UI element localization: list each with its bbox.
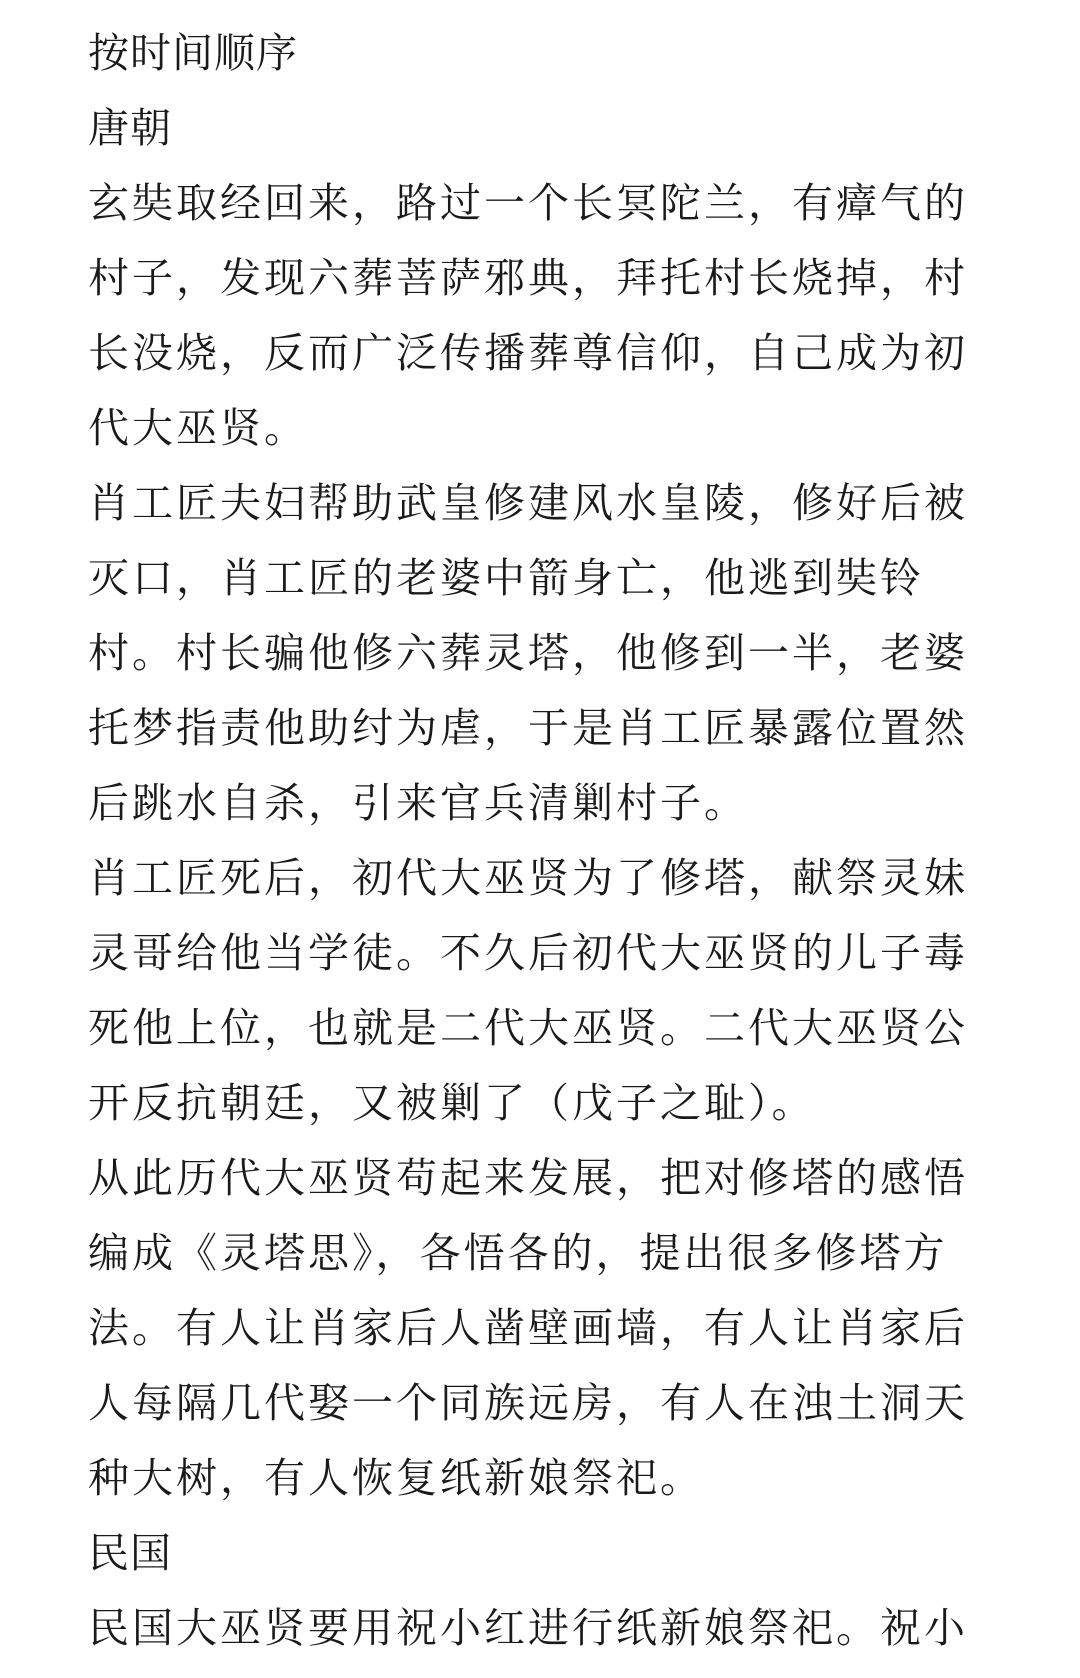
paragraph-line: 编成《灵塔思》，各悟各的，提出很多修塔方 <box>88 1229 948 1277</box>
paragraph-line: 开反抗朝廷，又被剿了（戊子之耻）。 <box>88 1079 816 1127</box>
sort-heading: 按时间顺序 <box>88 29 298 77</box>
paragraph-line: 灭口，肖工匠的老婆中箭身亡，他逃到奘铃 <box>88 554 924 602</box>
paragraph-line: 种大树，有人恢复纸新娘祭祀。 <box>88 1454 704 1502</box>
document-body <box>88 16 1008 1666</box>
paragraph-lingtasi <box>88 1141 1008 1516</box>
paragraph-line: 肖工匠死后，初代大巫贤为了修塔，献祭灵妹 <box>88 854 968 902</box>
paragraph-line: 代大巫贤。 <box>88 404 308 452</box>
paragraph-line: 长没烧，反而广泛传播葬尊信仰，自己成为初 <box>88 329 968 377</box>
paragraph-line: 死他上位，也就是二代大巫贤。二代大巫贤公 <box>88 1004 968 1052</box>
paragraph-line: 民国大巫贤要用祝小红进行纸新娘祭祀。祝小 <box>88 1604 968 1652</box>
paragraph-line: 托梦指责他助纣为虐，于是肖工匠暴露位置然 <box>88 704 968 752</box>
paragraph-line: 法。有人让肖家后人凿壁画墙，有人让肖家后 <box>88 1304 968 1352</box>
paragraph-line: 灵哥给他当学徒。不久后初代大巫贤的儿子毒 <box>88 929 968 977</box>
paragraph-xuanzang <box>88 166 1008 466</box>
paragraph-line: 村。村长骗他修六葬灵塔，他修到一半，老婆 <box>88 629 968 677</box>
paragraph-line: 后跳水自杀，引来官兵清剿村子。 <box>88 779 748 827</box>
section-heading-tang: 唐朝 <box>88 104 172 152</box>
paragraph-line: 村子，发现六葬菩萨邪典，拜托村长烧掉，村 <box>88 254 968 302</box>
paragraph-minguo <box>88 1591 1008 1666</box>
section-heading-minguo: 民国 <box>88 1529 172 1577</box>
paragraph-line: 从此历代大巫贤苟起来发展，把对修塔的感悟 <box>88 1154 968 1202</box>
paragraph-line: 玄奘取经回来，路过一个长冥陀兰，有瘴气的 <box>88 179 968 227</box>
paragraph-line: 人每隔几代娶一个同族远房，有人在浊土洞天 <box>88 1379 968 1427</box>
paragraph-after-death <box>88 841 1008 1141</box>
paragraph-line: 肖工匠夫妇帮助武皇修建风水皇陵，修好后被 <box>88 479 968 527</box>
paragraph-xiao-craftsman <box>88 466 1008 841</box>
